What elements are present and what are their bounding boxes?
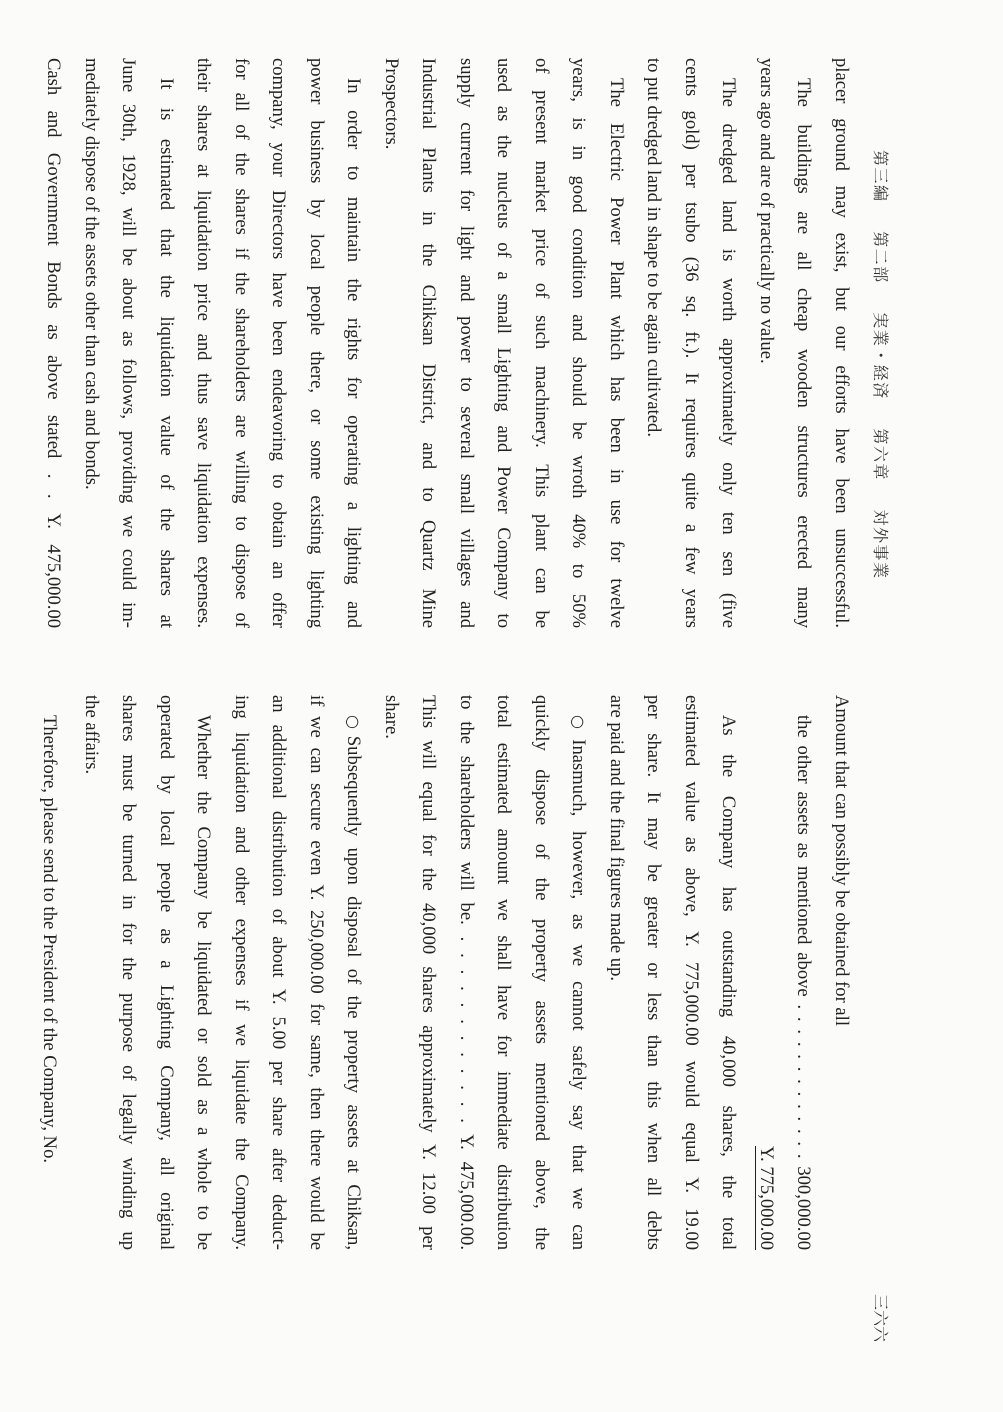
text-line: Prospectors. xyxy=(381,58,402,150)
text-line: years, is in good condition and should be wroth 40% to 50% xyxy=(568,58,590,628)
text-line: total estimated amount we shall have for immediate distribution xyxy=(493,695,515,1250)
text-line: per share. It may be greater or less than this when all debts xyxy=(643,695,665,1250)
text-line: if we can secure even Y. 250,000.00 for same, then there would be xyxy=(306,695,327,1250)
text-line: The buildings are all cheap wooden structures erected many xyxy=(793,78,815,628)
text-line-body: Inasmuch, however, as we cannot safely say that we can xyxy=(568,739,590,1251)
text-line: supply current for light and power to several small villages and xyxy=(456,58,477,628)
text-line: of present market price of such machinery. This plant can be xyxy=(531,58,552,628)
text-line: quickly dispose of the property assets mentioned above, the xyxy=(531,695,552,1250)
text-line: The dredged land is worth approximately only ten sen (five xyxy=(718,78,740,628)
text-line: the affairs. xyxy=(81,695,102,775)
text-line: Whether the Company be liquidated or sold as a whole to be xyxy=(193,715,215,1250)
text-line: to put dredged land in shape to be again cultivated. xyxy=(643,58,665,437)
circle-mark: ○ xyxy=(344,715,364,736)
header-chapter: 第六章 xyxy=(871,428,890,481)
text-line: Cash and Government Bonds as above stated . . Y. 475,000.00 xyxy=(43,58,65,628)
text-line: company, your Directors have been endeavoring to obtain an offer xyxy=(268,58,290,628)
text-line: This will equal for the 40,000 shares approximately Y. 12.00 per xyxy=(418,695,440,1250)
text-line: estimated value as above, Y. 775,000.00 would equal Y. 19.00 xyxy=(681,695,702,1250)
text-line: are paid and the final figures made up. xyxy=(606,695,627,982)
text-line: an additional distribution of about Y. 5.00 per share after deduct- xyxy=(268,695,290,1250)
text-line: years ago and are of practically no value. xyxy=(756,58,777,364)
text-line: Industrial Plants in the Chiksan District, and to Quartz Mine xyxy=(418,58,440,628)
text-line: their shares at liquidation price and thus save liquidation expenses. xyxy=(193,58,215,628)
text-line xyxy=(335,695,373,1250)
text-line xyxy=(560,695,598,1250)
text-line: shares must be turned in for the purpose of legally winding up xyxy=(118,695,140,1250)
text-line: June 30th, 1928, will be about as follows, providing we could im- xyxy=(118,58,140,628)
text-line: share. xyxy=(381,695,402,739)
text-line: placer ground may exist, but our efforts have been unsuccessful. xyxy=(831,58,852,628)
header-chapter-title: 対外事業 xyxy=(871,509,890,580)
text-line: mediately dispose of the assets other than cash and bonds. xyxy=(81,58,102,490)
header-part: 第三編 xyxy=(871,150,890,203)
running-header xyxy=(860,150,900,601)
left-text-column xyxy=(43,58,860,628)
text-line: to the shareholders will be. . . . . . . . . . . . . Y. 475,000.00. xyxy=(456,695,477,1250)
text-line: As the Company has outstanding 40,000 shares, the total xyxy=(718,715,740,1250)
text-line: for all of the shares if the shareholders are willing to dispose of xyxy=(231,58,252,628)
total-amount: Y. 775,000.00 xyxy=(756,1146,777,1250)
text-line: It is estimated that the liquidation value of the shares at xyxy=(156,78,177,628)
text-line: Therefore, please send to the President of the Company, No. xyxy=(39,715,61,1164)
text-line: The Electric Power Plant which has been in use for twelve xyxy=(606,78,627,628)
text-line: operated by local people as a Lighting Company, all original xyxy=(156,695,177,1250)
right-text-column xyxy=(39,695,860,1251)
text-line: power business by local people there, or some existing lighting xyxy=(306,58,327,628)
page-number: 三六六 xyxy=(871,1293,890,1342)
text-line: Amount that can possibly be obtained for all xyxy=(831,695,852,1027)
circle-mark: ○ xyxy=(569,715,589,740)
text-line-body: Subsequently upon disposal of the property assets at Chiksan, xyxy=(343,735,365,1250)
header-section-title: 実業・経済 xyxy=(871,312,890,400)
text-line: cents gold) per tsubo (36 sq. ft.). It requires quite a few years xyxy=(681,58,702,628)
text-line: the other assets as mentioned above . . . . . . . . . . . . . 300,000.00 xyxy=(793,715,815,1250)
header-section: 第二部 xyxy=(871,231,890,284)
text-line: ing liquidation and other expenses if we liquidate the Company. xyxy=(231,695,252,1250)
text-line: used as the nucleus of a small Lighting and Power Company to xyxy=(493,58,515,628)
text-line: In order to maintain the rights for operating a lighting and xyxy=(343,78,365,628)
